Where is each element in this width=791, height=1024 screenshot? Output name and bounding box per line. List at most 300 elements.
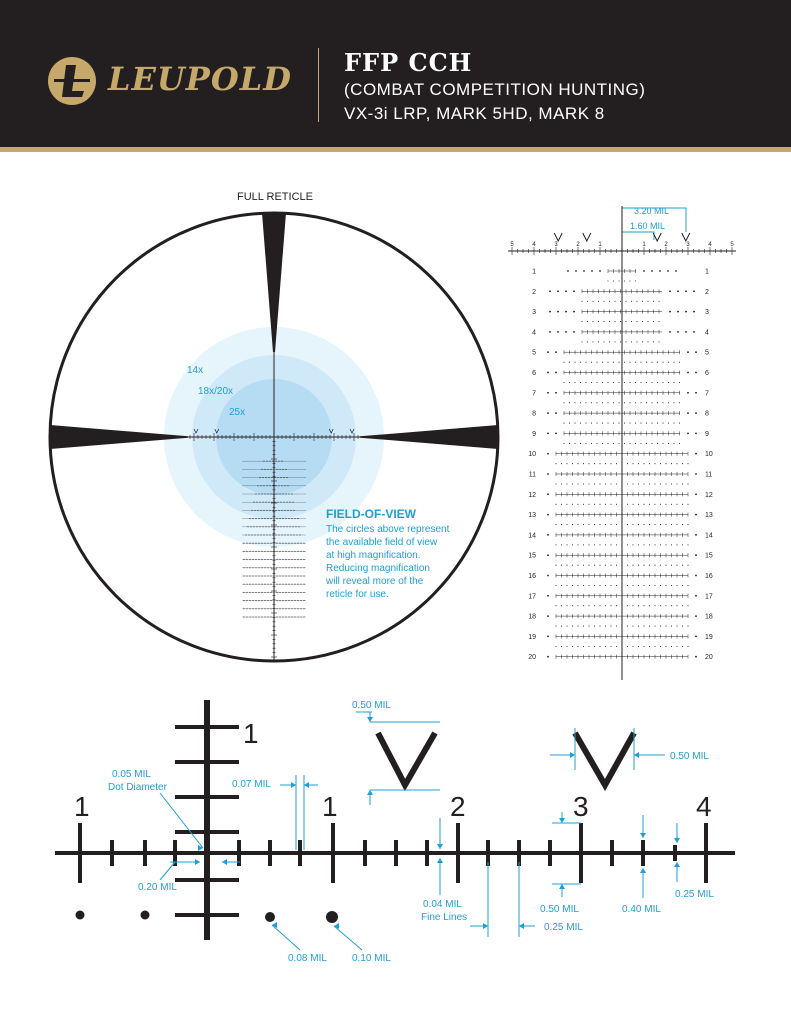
grid-dot [665, 504, 666, 505]
grid-dot [603, 301, 604, 302]
grid-dot [561, 524, 562, 525]
grid-dot [654, 463, 655, 464]
grid-dot [687, 463, 688, 464]
grid-dot [613, 382, 614, 383]
callout-number-1: 1 [322, 791, 338, 822]
grid-dot [620, 341, 621, 342]
row-dot [573, 290, 575, 292]
grid-dot [621, 646, 622, 647]
grid-dot [638, 565, 639, 566]
grid-dot [643, 605, 644, 606]
dimension-arrow [291, 782, 296, 788]
row-dot [547, 554, 549, 556]
grid-dot [632, 626, 633, 627]
grid-dot [668, 382, 669, 383]
grid-dot [649, 463, 650, 464]
grid-dot [616, 504, 617, 505]
grid-dot [668, 402, 669, 403]
grid-dot [651, 402, 652, 403]
grid-dot [665, 626, 666, 627]
row-number-right: 7 [705, 390, 709, 398]
grid-dot [657, 402, 658, 403]
grid-dot [583, 483, 584, 484]
row-number-left: 20 [528, 654, 536, 662]
dimension-arrow [367, 717, 373, 722]
grid-dot [657, 382, 658, 383]
grid-dot [563, 362, 564, 363]
row-dot [555, 412, 557, 414]
grid-dot [583, 524, 584, 525]
grid-dot [649, 544, 650, 545]
grid-dot [588, 626, 589, 627]
grid-dot [583, 463, 584, 464]
grid-dot [583, 565, 584, 566]
grid-dot [572, 504, 573, 505]
row-dot [695, 392, 697, 394]
row-number-right: 19 [705, 633, 713, 641]
grid-dot [610, 646, 611, 647]
grid-dot [592, 321, 593, 322]
major-tick-label: 0.50 MIL [540, 904, 579, 915]
grid-dot [581, 301, 582, 302]
row-dot [547, 473, 549, 475]
minor-tick [610, 840, 614, 866]
fov-text-line: Reducing magnification [326, 563, 430, 574]
row-dot [669, 311, 671, 313]
row-number-left: 13 [528, 512, 536, 520]
chevron-side-label: 0.50 MIL [670, 751, 709, 762]
grid-dot [607, 280, 608, 281]
grid-dot [618, 362, 619, 363]
grid-dot [679, 443, 680, 444]
grid-dot [627, 463, 628, 464]
grid-dot [569, 382, 570, 383]
minor-tick [425, 840, 429, 866]
grid-dot [592, 301, 593, 302]
grid-dot [662, 423, 663, 424]
dot-diameter-label: 0.05 MIL [112, 769, 151, 780]
grid-dot [555, 483, 556, 484]
mag-label-18x-20x: 18x/20x [198, 386, 234, 397]
tick-gap-label: 0.07 MIL [232, 779, 271, 790]
row-number-right: 3 [705, 309, 709, 317]
row-number-left: 7 [532, 390, 536, 398]
row-dot [557, 290, 559, 292]
grid-dot [632, 605, 633, 606]
grid-dot [640, 443, 641, 444]
grid-dot [574, 402, 575, 403]
grid-dot [599, 626, 600, 627]
grid-dot [603, 321, 604, 322]
grid-dot [671, 585, 672, 586]
grid-dot [662, 382, 663, 383]
grid-dot [640, 423, 641, 424]
minor-tick [143, 840, 147, 866]
grid-dot [649, 524, 650, 525]
grid-dot [660, 463, 661, 464]
row-dot [677, 290, 679, 292]
dimension-arrow [437, 858, 443, 863]
dim-label-3-20-mil: 3.20 MIL [634, 206, 670, 216]
grid-dot [563, 423, 564, 424]
mag-label-25x: 25x [229, 407, 246, 418]
row-dot [687, 392, 689, 394]
grid-dot [610, 504, 611, 505]
grid-dot [646, 382, 647, 383]
row-number-left: 16 [528, 573, 536, 580]
grid-dot [614, 301, 615, 302]
grid-dot [636, 341, 637, 342]
dimension-arrow [674, 838, 680, 843]
grid-dot [687, 504, 688, 505]
grid-dot [660, 605, 661, 606]
grid-dot [572, 565, 573, 566]
grid-dot [629, 443, 630, 444]
grid-dot [599, 605, 600, 606]
minor-tick [641, 840, 645, 866]
row-dot [677, 331, 679, 333]
grid-dot [596, 402, 597, 403]
grid-dot [588, 504, 589, 505]
row-dot [565, 311, 567, 313]
grid-dot [627, 504, 628, 505]
row-dot [555, 351, 557, 353]
grid-dot [574, 362, 575, 363]
grid-dot [665, 585, 666, 586]
grid-dot [649, 646, 650, 647]
grid-dot [605, 626, 606, 627]
detail-tick-label: 2 [576, 242, 580, 248]
detail-reticle-grid [508, 206, 736, 680]
grid-dot [587, 321, 588, 322]
grid-dot [592, 341, 593, 342]
grid-dot [632, 463, 633, 464]
grid-dot [599, 483, 600, 484]
grid-dot [654, 565, 655, 566]
grid-dot [657, 443, 658, 444]
grid-dot [660, 565, 661, 566]
row-dot [693, 331, 695, 333]
grid-dot [653, 341, 654, 342]
grid-dot [613, 402, 614, 403]
grid-dot [627, 544, 628, 545]
row-dot [573, 311, 575, 313]
grid-dot [616, 483, 617, 484]
grid-dot [660, 646, 661, 647]
grid-dot [643, 544, 644, 545]
grid-dot [629, 280, 630, 281]
page-title: FFP CCH [344, 48, 473, 77]
grid-dot [577, 544, 578, 545]
grid-dot [676, 463, 677, 464]
row-dot [695, 615, 697, 617]
grid-dot [635, 443, 636, 444]
row-dot [687, 433, 689, 435]
grid-dot [599, 565, 600, 566]
grid-dot [620, 321, 621, 322]
grid-dot [679, 423, 680, 424]
grid-dot [624, 443, 625, 444]
grid-dot [610, 524, 611, 525]
row-number-left: 12 [528, 491, 536, 499]
dimension-arrow [640, 833, 646, 838]
grid-dot [596, 382, 597, 383]
grid-dot [580, 382, 581, 383]
row-dot [547, 453, 549, 455]
grid-dot [566, 626, 567, 627]
row-dot [669, 331, 671, 333]
grid-dot [594, 544, 595, 545]
grid-dot [594, 605, 595, 606]
grid-dot [605, 544, 606, 545]
grid-dot [649, 504, 650, 505]
row-dot [555, 372, 557, 374]
grid-dot [572, 544, 573, 545]
grid-dot [555, 605, 556, 606]
grid-dot [618, 402, 619, 403]
grid-dot [561, 483, 562, 484]
row-number-right: 15 [705, 552, 713, 560]
row-number-right: 9 [705, 430, 709, 438]
vertical-crossbar [175, 725, 239, 729]
grid-dot [676, 504, 677, 505]
grid-dot [665, 565, 666, 566]
brand-name: LEUPOLD [108, 60, 292, 98]
dimension-arrow [559, 818, 565, 823]
dimension-line [160, 862, 175, 880]
grid-dot [572, 605, 573, 606]
dimension-arrow [570, 752, 575, 758]
detail-tick-label: 2 [664, 242, 668, 248]
grid-dot [561, 544, 562, 545]
grid-dot [679, 362, 680, 363]
grid-dot [673, 443, 674, 444]
row-dot [547, 433, 549, 435]
grid-dot [643, 646, 644, 647]
grid-dot [651, 443, 652, 444]
grid-dot [594, 565, 595, 566]
grid-dot [649, 585, 650, 586]
grid-dot [616, 605, 617, 606]
grid-dot [569, 402, 570, 403]
row-dot [685, 331, 687, 333]
dimension-arrow [222, 859, 227, 865]
row-dot [685, 290, 687, 292]
detail-chevron [682, 233, 690, 241]
grid-dot [610, 626, 611, 627]
minor-tick [673, 845, 677, 861]
grid-dot [583, 646, 584, 647]
row-dot [549, 331, 551, 333]
grid-dot [687, 565, 688, 566]
grid-dot [594, 524, 595, 525]
grid-dot [572, 646, 573, 647]
grid-dot [627, 565, 628, 566]
dimension-arrow [437, 844, 443, 849]
minor-tick-label: 0.25 MIL [675, 889, 714, 900]
row-number-right: 17 [705, 593, 713, 601]
grid-dot [676, 646, 677, 647]
grid-dot [640, 382, 641, 383]
grid-dot [671, 463, 672, 464]
grid-dot [580, 443, 581, 444]
grid-dot [616, 463, 617, 464]
row-dot [695, 534, 697, 536]
grid-dot [676, 585, 677, 586]
dimension-arrow [195, 859, 200, 865]
grid-dot [682, 524, 683, 525]
row-dot [695, 453, 697, 455]
fine-lines-label: Fine Lines [421, 912, 468, 923]
grid-dot [605, 646, 606, 647]
grid-dot [566, 463, 567, 464]
row-dot [547, 392, 549, 394]
detail-chevron [554, 233, 562, 241]
grid-dot [624, 280, 625, 281]
callout-number-1: 1 [74, 791, 90, 822]
page-subtitle: (COMBAT COMPETITION HUNTING) [344, 80, 646, 99]
grid-dot [585, 443, 586, 444]
grid-dot [642, 321, 643, 322]
dimension-line [334, 926, 362, 950]
row-dot [687, 351, 689, 353]
grid-dot [577, 483, 578, 484]
dot-spacing-label: 0.20 MIL [138, 882, 177, 893]
minor-tick [110, 840, 114, 866]
row-dot [695, 636, 697, 638]
grid-dot [555, 524, 556, 525]
row-number-right: 12 [705, 491, 713, 499]
grid-dot [647, 321, 648, 322]
grid-dot [616, 565, 617, 566]
fov-text-line: at high magnification. [326, 550, 421, 561]
hold-dot [326, 911, 338, 923]
grid-dot [624, 423, 625, 424]
grid-dot [653, 301, 654, 302]
grid-dot [596, 362, 597, 363]
grid-dot [588, 544, 589, 545]
grid-dot [572, 463, 573, 464]
row-number-left: 2 [532, 288, 536, 296]
grid-dot [614, 321, 615, 322]
row-number-left: 15 [528, 552, 536, 560]
grid-dot [621, 605, 622, 606]
row-dot [547, 575, 549, 577]
fov-text-line: The circles above represent [326, 524, 450, 535]
grid-dot [561, 605, 562, 606]
grid-dot [566, 504, 567, 505]
row-number-left: 18 [528, 613, 536, 621]
grid-dot [599, 504, 600, 505]
grid-dot [625, 321, 626, 322]
grid-dot [621, 483, 622, 484]
grid-dot [662, 443, 663, 444]
grid-dot [629, 423, 630, 424]
quarter-spacing-label: 0.25 MIL [544, 922, 583, 933]
grid-dot [627, 524, 628, 525]
grid-dot [555, 565, 556, 566]
dimension-arrow [367, 790, 373, 795]
grid-dot [643, 585, 644, 586]
row-dot [695, 351, 697, 353]
grid-dot [585, 423, 586, 424]
grid-dot [583, 504, 584, 505]
grid-dot [682, 483, 683, 484]
grid-dot [668, 443, 669, 444]
grid-dot [629, 402, 630, 403]
grid-dot [605, 463, 606, 464]
row-dot [643, 270, 645, 272]
grid-dot [638, 463, 639, 464]
row-number-right: 2 [705, 288, 709, 296]
grid-dot [654, 646, 655, 647]
grid-dot [566, 524, 567, 525]
row-dot [659, 270, 661, 272]
grid-dot [587, 341, 588, 342]
grid-dot [673, 382, 674, 383]
grid-dot [627, 646, 628, 647]
grid-dot [616, 524, 617, 525]
grid-dot [596, 423, 597, 424]
grid-dot [621, 585, 622, 586]
grid-dot [682, 565, 683, 566]
grid-dot [643, 524, 644, 525]
grid-dot [588, 605, 589, 606]
grid-dot [676, 483, 677, 484]
grid-dot [572, 626, 573, 627]
grid-dot [574, 443, 575, 444]
grid-dot [632, 565, 633, 566]
grid-dot [613, 280, 614, 281]
minor-tick [548, 840, 552, 866]
grid-dot [566, 565, 567, 566]
grid-dot [657, 362, 658, 363]
grid-dot [594, 646, 595, 647]
vertical-crossbar [175, 878, 239, 882]
grid-dot [577, 565, 578, 566]
dimension-line [160, 793, 203, 848]
grid-dot [555, 544, 556, 545]
grid-dot [605, 605, 606, 606]
row-dot [567, 270, 569, 272]
row-dot [687, 372, 689, 374]
grid-dot [561, 646, 562, 647]
grid-dot [676, 605, 677, 606]
grid-dot [588, 463, 589, 464]
row-number-right: 13 [705, 512, 713, 520]
mag-label-14x: 14x [187, 365, 204, 376]
row-dot [573, 331, 575, 333]
major-tick [331, 823, 335, 883]
detail-tick-label: 1 [642, 242, 646, 248]
grid-dot [563, 382, 564, 383]
grid-dot [638, 504, 639, 505]
grid-dot [609, 341, 610, 342]
detail-tick-label: 4 [708, 242, 712, 248]
grid-dot [654, 544, 655, 545]
grid-dot [621, 524, 622, 525]
grid-dot [599, 524, 600, 525]
grid-dot [682, 646, 683, 647]
grid-dot [631, 301, 632, 302]
grid-dot [679, 402, 680, 403]
grid-dot [636, 301, 637, 302]
grid-dot [657, 423, 658, 424]
grid-dot [647, 341, 648, 342]
grid-dot [635, 280, 636, 281]
grid-dot [588, 646, 589, 647]
row-number-right: 1 [705, 268, 709, 276]
